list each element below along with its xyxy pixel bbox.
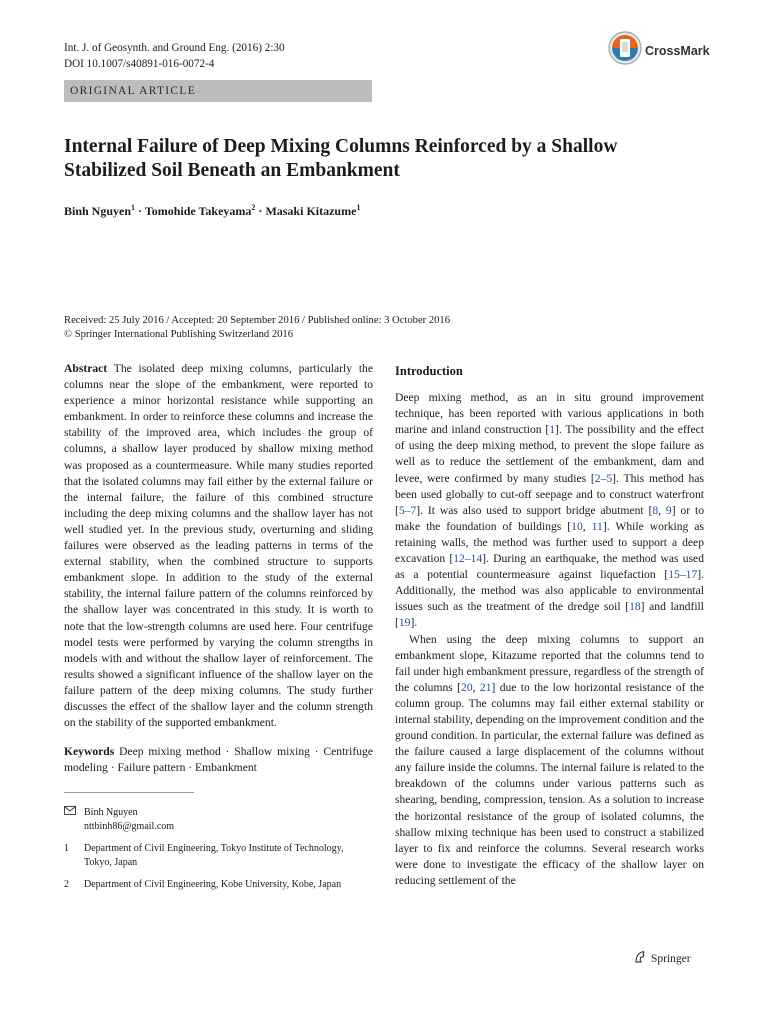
- citation-link[interactable]: 1: [549, 423, 556, 437]
- affiliation-text: Department of Civil Engineering, Tokyo Institute of Technology, Tokyo, Japan: [84, 843, 344, 868]
- author-separator: ·: [135, 204, 145, 218]
- author-list: [64, 203, 360, 219]
- affiliation-note: [64, 842, 373, 869]
- citation-link[interactable]: 12–14: [453, 552, 483, 566]
- citation-link[interactable]: 20: [461, 680, 473, 694]
- crossmark-icon: [608, 31, 642, 70]
- introduction-paragraph: Deep mixing method, as an in situ ground improvement technique, has been reported with various applications in both marine and inland construction [1]. The possibility and the effect of using the deep mixing method, to prevent the slope failure as well as to reduce the settlement of the embankment, dam and levee, were confirmed by many studies [2–5]. This method has been used globally to cut-off seepage and to construct waterfront [5–7]. It was also used to support bridge abutment [8, 9] or to make the foundation of buildings [10, 11]. While working as retaining walls, the method was further used to support a deep excavation [12–14]. During an earthquake, the method was used as a potential countermeasure against liquefaction [15–17]. Additionally, the method was also applicable to environmental issues such as the treatment of the dredge soil [18] and landfill [19].: [395, 391, 705, 630]
- springer-footer: [633, 950, 691, 967]
- affiliation-number: 1: [64, 843, 69, 855]
- author-name[interactable]: Binh Nguyen: [64, 204, 132, 218]
- title-line-2: Stabilized Soil Beneath an Embankment: [64, 160, 400, 181]
- citation-link[interactable]: 10: [571, 519, 583, 533]
- abstract-text: The isolated deep mixing columns, particularly the columns near the slope of the embankment, were reported to experience a minor horizontal resistance while supporting an embankment. In order to reinforce these columns and increase the stability of the improved area, which includes the group of columns, a shallow layer produced by shallow mixing method was proposed as a countermeasure. While many studies reported that the isolated columns may fail either by the external failure or the internal failure, the failure of this combined structure including the deep mixing columns and the shallow layer has not well studied yet. In the previous study, overturning and sliding failures were observed as the leading patterns in terms of the external stability, when the combined structure to supports embankment slope. In addition to the study of the external stability, the internal failure pattern of the columns reinforced by the shallow layer was concentrated in this study. It is worth to note that the low-strength columns are used here. Four centrifuge model tests were performed by varying the column strengths in models with and without the shallow layer of reinforcement. The results showed a significant influence of the shallow layer on the failure pattern of the deep mixing columns. The study further discusses the effect of the shallow layer and the column strength on the stability of the supported embankment.: [64, 362, 373, 730]
- author-name[interactable]: Masaki Kitazume: [265, 204, 357, 218]
- citation-link[interactable]: 19: [398, 616, 411, 630]
- envelope-icon: [64, 806, 84, 833]
- keywords-text: Deep mixing method · Shallow mixing · Centrifuge modeling · Failure pattern · Embankment: [64, 745, 373, 775]
- affiliation-note: [64, 878, 373, 892]
- keywords-label: Keywords: [64, 745, 115, 759]
- crossmark-label: CrossMark: [645, 43, 710, 58]
- footnote-divider: [64, 792, 194, 793]
- left-column: [64, 361, 373, 901]
- publisher-name: Springer: [651, 952, 691, 965]
- affiliation-number: 2: [64, 879, 69, 891]
- crossmark-badge[interactable]: [608, 31, 710, 70]
- introduction-paragraph: When using the deep mixing columns to support an embankment slope, Kitazume reported that the columns tend to fail under high embankment pressure, regardless of the strength of the columns [20, 21] due to the low horizontal resistance of the column group. The columns may fail either external stability or internal stability, depending on the improvement condition and the ground condition. In particular, the external failure was defined as the failure caused a large displacement of the columns without any failure inside the columns. The internal failure is related to the breakdown of the columns under various patterns such as shearing, bending, compression, tension. As a solution to increase the horizontal resistance of the group of isolated columns, the shallow mixing technique has been used to construct a stabilized layer to fix and reinforce the columns. Several research works were done to investigate the efficacy of the shallow layer on reducing settlement of the: [395, 632, 705, 887]
- author-affiliation-mark: 2: [251, 203, 256, 212]
- correspondence-note: [64, 806, 373, 833]
- article-type-banner: ORIGINAL ARTICLE: [64, 80, 372, 102]
- journal-line: Int. J. of Geosynth. and Ground Eng. (2016) 2:30: [64, 42, 285, 54]
- citation-link[interactable]: 5–7: [398, 503, 417, 517]
- correspondence-name: Binh Nguyen: [84, 807, 138, 819]
- abstract-section: [64, 361, 373, 731]
- author-affiliation-mark: 1: [356, 203, 361, 212]
- correspondence-email[interactable]: nttbinh86@gmail.com: [84, 820, 175, 832]
- received-line: Received: 25 July 2016 / Accepted: 20 September 2016 / Published online: 3 October 2016: [64, 315, 451, 326]
- right-column: [395, 361, 704, 889]
- citation-link[interactable]: 8: [652, 503, 659, 517]
- author-affiliation-mark: 1: [131, 203, 136, 212]
- citation-link[interactable]: 18: [629, 600, 641, 614]
- citation-link[interactable]: 11: [591, 519, 603, 533]
- citation-link[interactable]: 2–5: [594, 471, 613, 485]
- title-line-1: Internal Failure of Deep Mixing Columns Reinforced by a Shallow: [64, 136, 618, 157]
- introduction-heading: Introduction: [395, 364, 463, 378]
- author-name[interactable]: Tomohide Takeyama: [144, 204, 252, 218]
- citation-link[interactable]: 9: [665, 503, 672, 517]
- citation-link[interactable]: 15–17: [668, 568, 698, 582]
- affiliation-text: Department of Civil Engineering, Kobe University, Kobe, Japan: [84, 879, 342, 891]
- citation-link[interactable]: 21: [479, 680, 492, 694]
- journal-citation: [64, 41, 285, 72]
- doi-line: DOI 10.1007/s40891-016-0072-4: [64, 57, 215, 70]
- author-separator: ·: [255, 204, 266, 218]
- abstract-label: Abstract: [64, 362, 108, 375]
- publication-dates: [64, 314, 450, 342]
- springer-horse-icon: [633, 950, 651, 967]
- copyright-line: © Springer International Publishing Switzerland 2016: [64, 329, 294, 340]
- keywords-section: [64, 744, 373, 776]
- footnotes: [64, 806, 373, 892]
- paper-title: [64, 135, 704, 183]
